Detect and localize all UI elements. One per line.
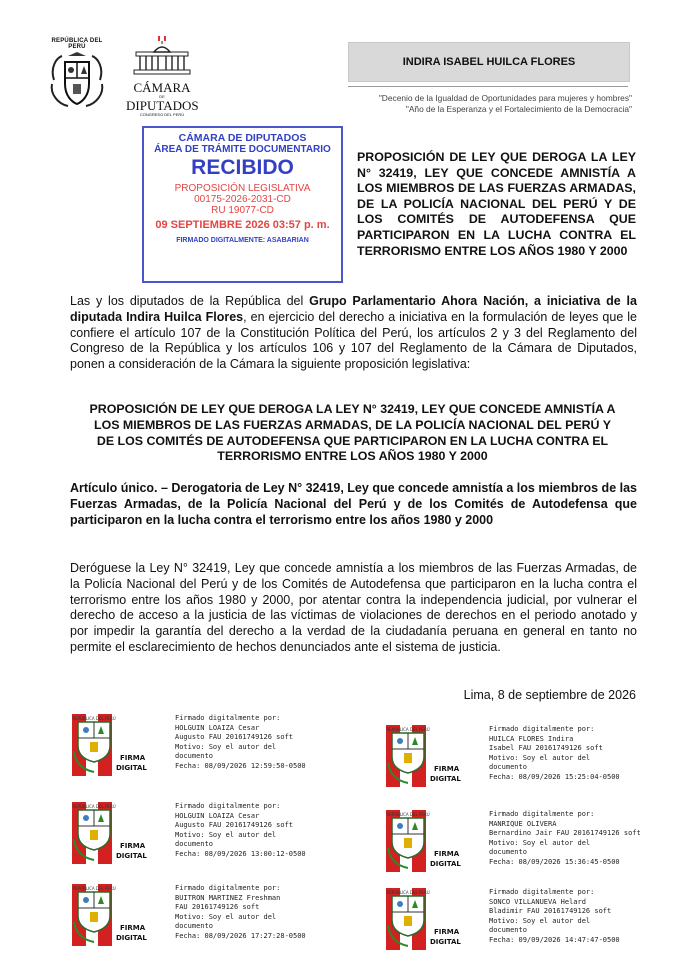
- congress-building-icon: [130, 36, 194, 76]
- signature-line: documento: [175, 840, 213, 849]
- signature-line: documento: [175, 752, 213, 761]
- intro-text-bold: Grupo Parlamentario Ahora Nación, a iniciativa de la diputada Indira Huilca Flores: [70, 294, 637, 324]
- stamp-signed-by: FIRMADO DIGITALMENTE: ASABARIAN: [176, 237, 309, 244]
- stamp-line4: PROPOSICIÓN LEGISLATIVA: [174, 183, 311, 194]
- signature-line: documento: [175, 922, 213, 931]
- signature-line: Bernardino Jair FAU 20161749126 soft: [489, 829, 641, 838]
- signature-line: Fecha: 09/09/2026 14:47:47-0500: [489, 935, 620, 944]
- signature-line: documento: [489, 848, 527, 857]
- digital-signature-6: [384, 886, 644, 954]
- decade-slogan-line1: "Decenio de la Igualdad de Oportunidades para mujeres y hombres": [378, 93, 632, 103]
- coat-of-arms-icon: [48, 50, 106, 110]
- signature-line: HOLGUIN LOAIZA Cesar: [175, 811, 260, 820]
- signature-line: Firmado digitalmente por:: [489, 725, 595, 733]
- signature-info: [489, 810, 649, 868]
- seal-digital-text: DIGITAL: [430, 938, 461, 946]
- signature-line: Fecha: 08/09/2026 15:25:04-0500: [489, 772, 620, 781]
- author-name-bar: INDIRA ISABEL HUILCA FLORES: [348, 42, 630, 82]
- intro-paragraph: [70, 294, 637, 373]
- stamp-line5: 00175-2026-2031-CD: [194, 194, 291, 205]
- signature-line: Motivo: Soy el autor del: [175, 742, 277, 751]
- intro-text-a: Las y los diputados de la República del: [70, 294, 310, 308]
- article-title: Artículo único. – Derogatoria de Ley N° 32419, Ley que concede amnistía a los miembros de las Fuerzas Armadas, de la Policía Nacional del Perú y de los Comités de Autodefensa que participaron en la lucha contra el terrorismo entre los años 1980 y 2000: [70, 481, 637, 527]
- signature-line: Augusto FAU 20161749126 soft: [175, 733, 294, 742]
- seal-arc-text: REPÚBLICA DEL PERÚ: [386, 727, 430, 732]
- camara-name-de: DE: [159, 94, 165, 99]
- seal-firma-text: FIRMA: [434, 850, 460, 858]
- digital-signature-1: [70, 712, 330, 780]
- signature-line: Fecha: 08/09/2026 15:36:45-0500: [489, 857, 620, 866]
- signature-line: HUILCA FLORES Indira: [489, 734, 574, 743]
- signature-line: Motivo: Soy el autor del: [489, 838, 591, 847]
- place-date: Lima, 8 de septiembre de 2026: [463, 688, 636, 702]
- seal-firma-text: FIRMA: [120, 754, 146, 762]
- signature-line: Firmado digitalmente por:: [489, 810, 595, 818]
- seal-digital-text: DIGITAL: [430, 860, 461, 868]
- bill-title: PROPOSICIÓN DE LEY QUE DEROGA LA LEY N° 32419, LEY QUE CONCEDE AMNISTÍA A LOS MIEMBROS DE LAS FUERZAS ARMADAS, DE LA POLICÍA NACIONAL DEL PERÚ Y DE LOS COMITÉS DE AUTODEFENSA QUE PARTICIPARON EN LA LUCHA CONTRA EL TERRORISMO ENTRE LOS AÑOS 1980 Y 2000: [89, 402, 616, 464]
- seal-arc-text: REPÚBLICA DEL PERÚ: [386, 812, 430, 817]
- seal-digital-text: DIGITAL: [430, 775, 461, 783]
- signature-info: [175, 802, 335, 860]
- signature-line: Firmado digitalmente por:: [175, 802, 281, 810]
- firma-digital-seal-icon: [384, 723, 464, 789]
- signature-line: Bladimir FAU 20161749126 soft: [489, 907, 612, 916]
- camara-de-diputados-logo: [126, 36, 198, 116]
- digital-signature-2: [384, 723, 644, 791]
- signature-info: [175, 884, 335, 942]
- signature-line: Fecha: 08/09/2026 12:59:50-0500: [175, 761, 306, 770]
- firma-digital-seal-icon: [70, 712, 150, 778]
- seal-arc-text: REPÚBLICA DEL PERÚ: [72, 886, 116, 891]
- signature-line: Fecha: 08/09/2026 13:00:12-0500: [175, 849, 306, 858]
- firma-digital-seal-icon: [384, 808, 464, 874]
- intro-text-b: , en ejercicio del derecho a iniciativa en la formulación de leyes que le confiere el artículo 107 de la Constitución Política del Perú, los artículos 2 y 3 del Reglamento del Congreso de la República y los artículos 106 y 107 del Reglamento de la Cámara de Diputados, ponen a consideración de la Cámara la siguiente proposición legislativa:: [70, 309, 638, 372]
- firma-digital-seal-icon: [70, 882, 150, 948]
- signature-info: [175, 714, 335, 772]
- seal-firma-text: FIRMA: [434, 928, 460, 936]
- stamp-line2: ÁREA DE TRÁMITE DOCUMENTARIO: [154, 144, 331, 155]
- seal-digital-text: DIGITAL: [116, 852, 147, 860]
- signature-line: Augusto FAU 20161749126 soft: [175, 821, 294, 830]
- signature-line: FAU 20161749126 soft: [175, 903, 260, 912]
- signature-line: MANRIQUE OLIVERA: [489, 819, 557, 828]
- seal-firma-text: FIRMA: [120, 924, 146, 932]
- seal-digital-text: DIGITAL: [116, 934, 147, 942]
- signature-line: Firmado digitalmente por:: [175, 714, 281, 722]
- signature-line: Isabel FAU 20161749126 soft: [489, 744, 603, 753]
- signature-info: [489, 888, 649, 946]
- coat-of-arms-arc-text: REPÚBLICA DEL PERÚ: [51, 38, 103, 50]
- signature-line: Firmado digitalmente por:: [175, 884, 281, 892]
- signature-line: BUITRON MARTINEZ Freshman: [175, 893, 281, 902]
- digital-signature-5: [70, 882, 330, 950]
- signature-line: Firmado digitalmente por:: [489, 888, 595, 896]
- seal-digital-text: DIGITAL: [116, 764, 147, 772]
- camara-name-line1: CÁMARA: [133, 80, 191, 95]
- stamp-line1: CÁMARA DE DIPUTADOS: [178, 132, 307, 144]
- seal-arc-text: REPÚBLICA DEL PERÚ: [72, 716, 116, 721]
- digital-signature-3: [70, 800, 330, 868]
- signature-line: HOLGUIN LOAIZA Cesar: [175, 723, 260, 732]
- stamp-line6: RU 19077-CD: [211, 205, 274, 216]
- signature-line: Motivo: Soy el autor del: [175, 830, 277, 839]
- seal-arc-text: REPÚBLICA DEL PERÚ: [72, 804, 116, 809]
- signature-line: documento: [489, 763, 527, 772]
- digital-signature-4: [384, 808, 644, 876]
- header-divider: [348, 86, 628, 87]
- firma-digital-seal-icon: [70, 800, 150, 866]
- signature-line: Fecha: 08/09/2026 17:27:28-0500: [175, 931, 306, 940]
- stamp-date: 09 SEPTIEMBRE 2026 03:57 p. m.: [155, 219, 330, 231]
- camara-subtitle: CONGRESO DEL PERÚ: [139, 112, 185, 117]
- seal-firma-text: FIRMA: [120, 842, 146, 850]
- firma-digital-seal-icon: [384, 886, 464, 952]
- signature-line: SONCO VILLANUEVA Helard: [489, 897, 586, 906]
- decade-slogan-line2: "Año de la Esperanza y el Fortalecimiento de la Democracia": [405, 104, 632, 114]
- decade-slogans: [340, 93, 632, 115]
- article-body: Deróguese la Ley N° 32419, Ley que concede amnistía a los miembros de las Fuerzas Armadas, de la Policía Nacional del Perú y de los Comités de Autodefensa que participaron en la lucha contra el terrorismo entre los años 1980 y 2000, por atentar contra la independencia judicial, por vulnerar el derecho de acceso a la justicia de las víctimas de violaciones de derechos en el periodo anotado y por impedir la garantía del derecho a la verdad de la ciudadanía peruana en general en tanto no permite el esclarecimiento de hechos denunciados ante el sistema de justicia.: [70, 561, 637, 654]
- signature-line: Motivo: Soy el autor del: [489, 753, 591, 762]
- signature-line: documento: [489, 926, 527, 935]
- seal-arc-text: REPÚBLICA DEL PERÚ: [386, 890, 430, 895]
- stamp-received: RECIBIDO: [191, 156, 294, 179]
- peru-coat-of-arms-logo: [44, 38, 110, 108]
- document-top-title: PROPOSICIÓN DE LEY QUE DEROGA LA LEY N° 32419, LEY QUE CONCEDE AMNISTÍA A LOS MIEMBROS DE LAS FUERZAS ARMADAS, DE LA POLICÍA NACIONAL DEL PERÚ Y DE LOS COMITÉS DE AUTODEFENSA QUE PARTICIPARON EN LA LUCHA CONTRA EL TERRORISMO ENTRE LOS AÑOS 1980 Y 2000: [357, 150, 636, 258]
- signature-line: Motivo: Soy el autor del: [489, 916, 591, 925]
- seal-firma-text: FIRMA: [434, 765, 460, 773]
- camara-name-line2: DIPUTADOS: [126, 98, 199, 113]
- reception-stamp: [142, 126, 343, 283]
- signature-info: [489, 725, 649, 783]
- signature-line: Motivo: Soy el autor del: [175, 912, 277, 921]
